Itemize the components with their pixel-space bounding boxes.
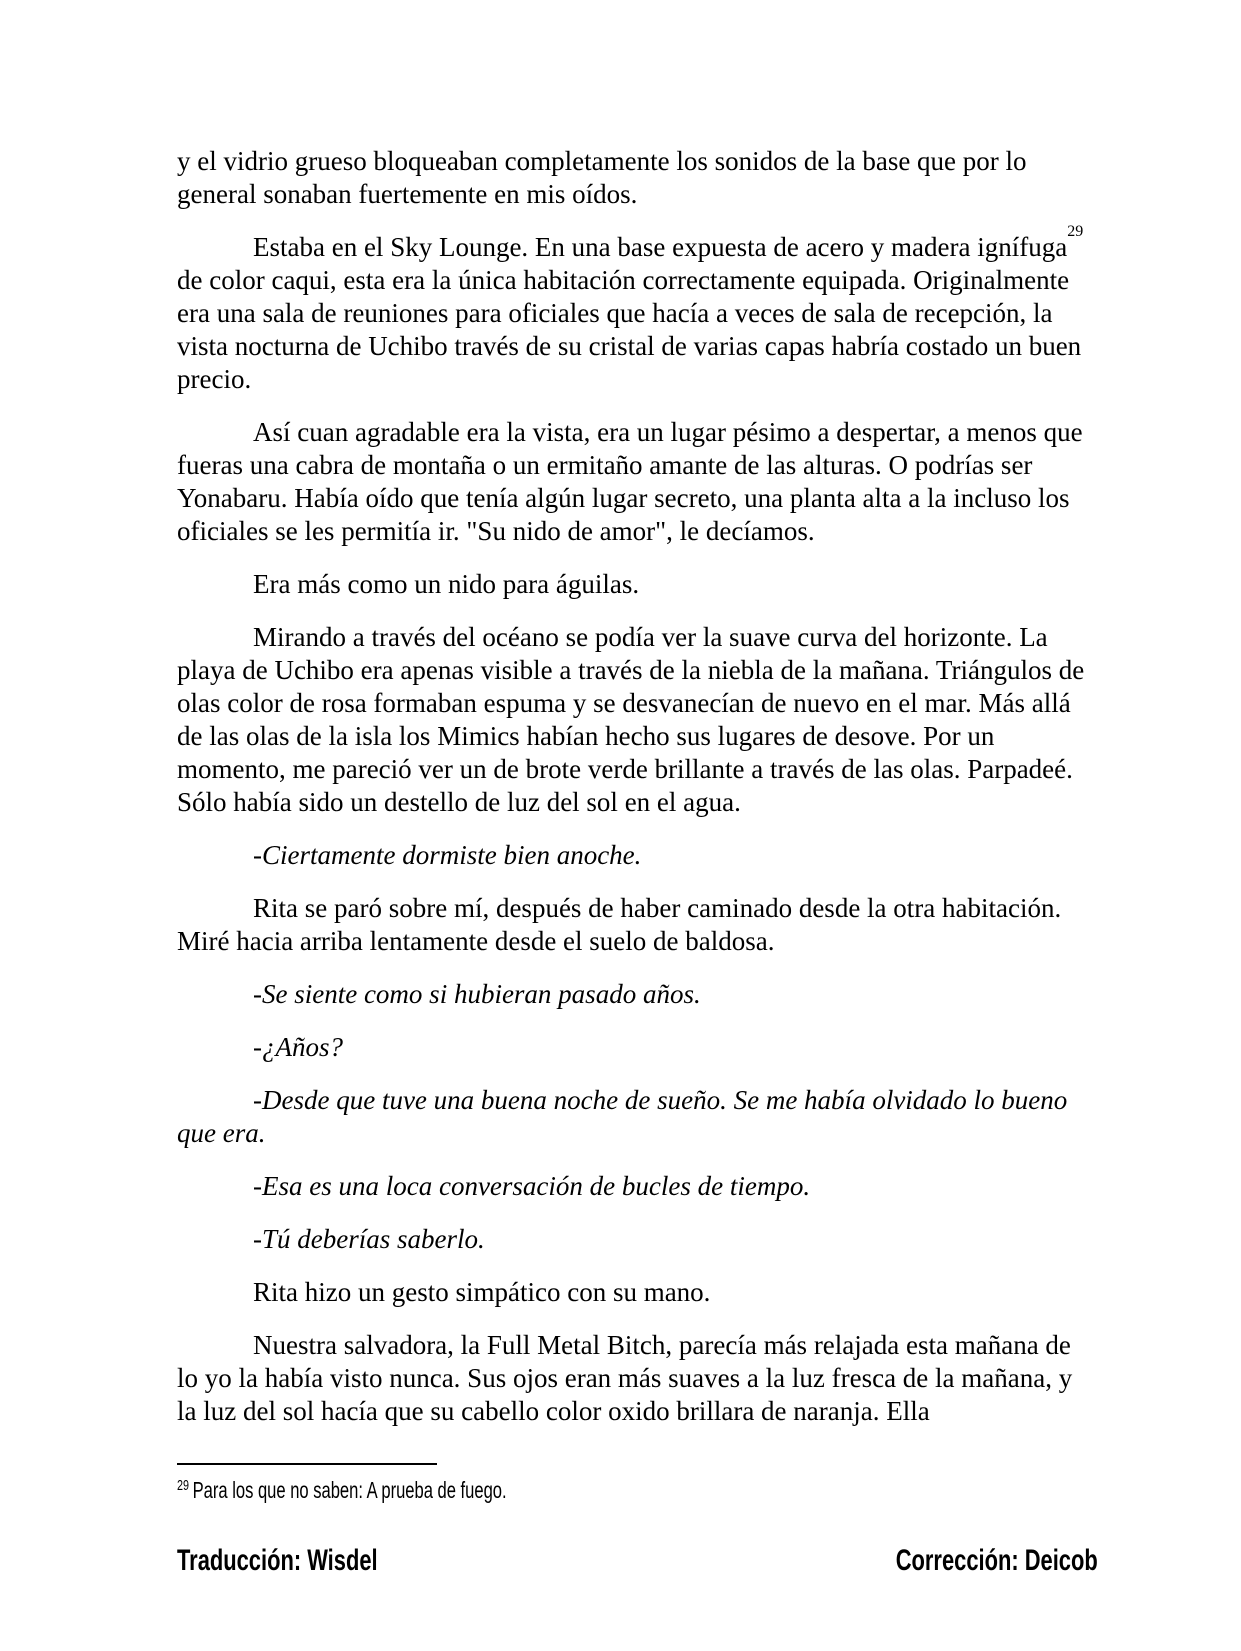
footer-translation-credit: Traducción: Wisdel [177,1544,378,1577]
dialogue-line: -Se siente como si hubieran pasado años. [253,979,701,1009]
body-paragraph: Mirando a través del océano se podía ver la suave curva del horizonte. La playa de Uchibo era apenas visible a través de la niebla de la mañana. Triángulos de olas color de rosa formaban espuma y se desvanecían de nuevo en el mar. Más allá de las olas de la isla los Mimics habían hecho sus lugares de desove. Por un momento, me pareció ver un de brote verde brillante a través de las olas. Parpadeé. Sólo había sido un destello de luz del sol en el agua. [177,622,1085,817]
dialogue-line: -Tú deberías saberlo. [253,1224,485,1254]
page-footer [177,1544,1098,1578]
body-paragraph [177,223,1094,396]
paragraph-text-after-ref: de color caqui, esta era la única habitación correctamente equipada. Originalmente era una sala de reuniones para oficiales que hacía a veces de sala de recepción, la vista nocturna de Uchibo través de su cristal de varias capas habría costado un buen precio. [177,265,1082,394]
footnote-text: Para los que no saben: A prueba de fuego. [192,1477,507,1503]
body-paragraph: Rita hizo un gesto simpático con su mano. [253,1277,711,1307]
footnote [177,1475,507,1505]
body-paragraph: Rita se paró sobre mí, después de haber caminado desde la otra habitación. Miré hacia arriba lentamente desde el suelo de baldosa. [177,893,1062,956]
body-paragraph: Nuestra salvadora, la Full Metal Bitch, parecía más relajada esta mañana de lo yo la había visto nunca. Sus ojos eran más suaves a la luz fresca de la mañana, y la luz del sol hacía que su cabello color oxido brillara de naranja. Ella [177,1330,1073,1426]
footnote-marker: 29 [177,1477,190,1494]
footnote-separator [177,1463,437,1465]
footnote-area [177,1463,635,1505]
body-text [177,145,1094,1448]
dialogue-line: -Ciertamente dormiste bien anoche. [253,840,642,870]
footnote-reference: 29 [1067,223,1084,240]
body-paragraph: y el vidrio grueso bloqueaban completamente los sonidos de la base que por lo general sonaban fuertemente en mis oídos. [177,146,1027,209]
footer-correction-credit: Corrección: Deicob [895,1544,1098,1577]
dialogue-line: -¿Años? [253,1032,343,1062]
dialogue-line: -Esa es una loca conversación de bucles de tiempo. [253,1171,811,1201]
body-paragraph: Era más como un nido para águilas. [253,569,640,599]
body-paragraph: Así cuan agradable era la vista, era un lugar pésimo a despertar, a menos que fueras una cabra de montaña o un ermitaño amante de las alturas. O podrías ser Yonabaru. Había oído que tenía algún lugar secreto, una planta alta a la incluso los oficiales se les permitía ir. "Su nido de amor", le decíamos. [177,417,1083,546]
paragraph-text-before-ref: Estaba en el Sky Lounge. En una base expuesta de acero y madera ignífuga [253,232,1068,262]
dialogue-line: -Desde que tuve una buena noche de sueño. Se me había olvidado lo bueno que era. [177,1085,1068,1148]
